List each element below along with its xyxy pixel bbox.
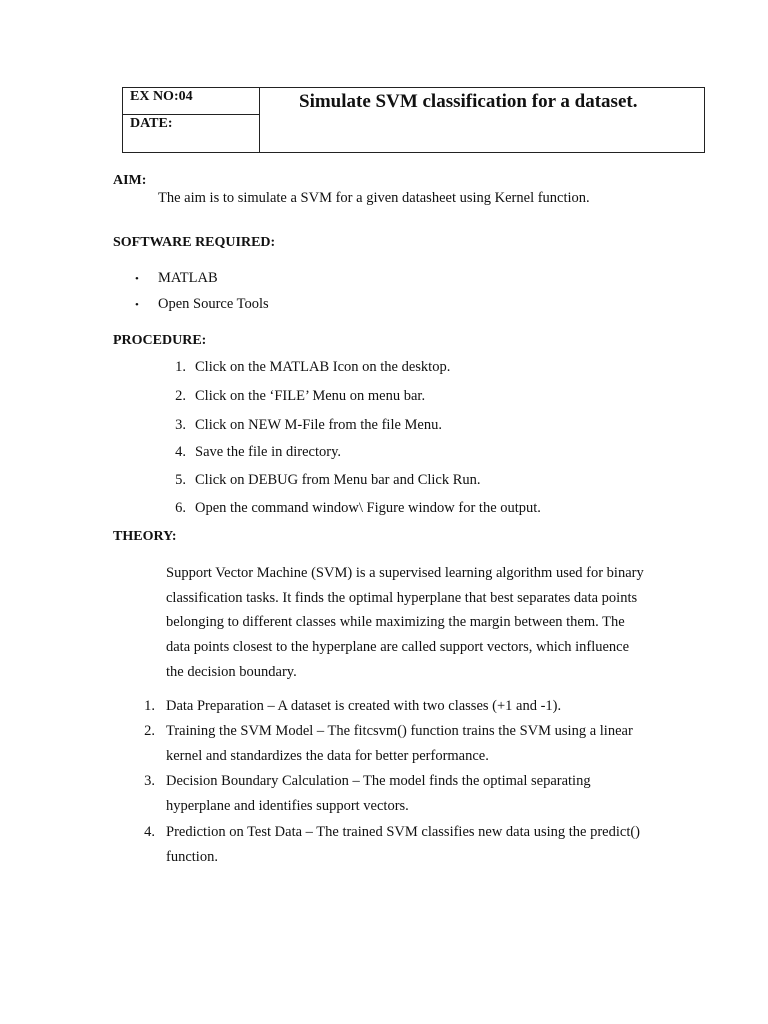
procedure-heading: PROCEDURE: xyxy=(113,333,207,348)
theory-step-line: kernel and standardizes the data for better performance. xyxy=(166,748,489,764)
theory-step-number: 2. xyxy=(144,723,155,739)
header-table xyxy=(122,87,705,153)
procedure-step-text: Click on the ‘FILE’ Menu on menu bar. xyxy=(195,388,426,404)
procedure-step-number: 6. xyxy=(175,500,186,516)
theory-step-line: hyperplane and identifies support vectors. xyxy=(166,798,409,814)
procedure-step-text: Click on NEW M-File from the file Menu. xyxy=(195,417,442,433)
procedure-step-number: 5. xyxy=(175,472,186,488)
theory-paragraph-line: the decision boundary. xyxy=(166,664,297,680)
theory-step-line: function. xyxy=(166,849,218,865)
date-label: DATE: xyxy=(130,116,173,131)
procedure-step-text: Open the command window\ Figure window for the output. xyxy=(195,500,541,516)
theory-step-line: Prediction on Test Data – The trained SVM classifies new data using the predict() xyxy=(166,824,641,840)
ex-no-label: EX NO:04 xyxy=(130,89,193,104)
theory-step-line: Decision Boundary Calculation – The model finds the optimal separating xyxy=(166,773,591,789)
software-item: MATLAB xyxy=(158,270,218,286)
aim-heading: AIM: xyxy=(113,173,147,188)
procedure-step-number: 3. xyxy=(175,417,186,433)
theory-step-line: Training the SVM Model – The fitcsvm() function trains the SVM using a linear xyxy=(166,723,633,739)
procedure-step-number: 2. xyxy=(175,388,186,404)
bullet-icon: • xyxy=(135,273,139,285)
theory-step-number: 1. xyxy=(144,698,155,714)
header-horizontal-divider xyxy=(123,114,259,115)
theory-paragraph-line: belonging to different classes while maximizing the margin between them. The xyxy=(166,614,625,630)
procedure-step-text: Click on DEBUG from Menu bar and Click Run. xyxy=(195,472,481,488)
document-title: Simulate SVM classification for a dataset. xyxy=(299,91,638,112)
bullet-icon: • xyxy=(135,299,139,311)
theory-step-number: 4. xyxy=(144,824,155,840)
theory-paragraph-line: classification tasks. It finds the optimal hyperplane that best separates data points xyxy=(166,590,638,606)
theory-step-number: 3. xyxy=(144,773,155,789)
theory-heading: THEORY: xyxy=(113,529,177,544)
header-vertical-divider xyxy=(259,88,260,152)
procedure-step-text: Click on the MATLAB Icon on the desktop. xyxy=(195,359,451,375)
software-heading: SOFTWARE REQUIRED: xyxy=(113,235,276,250)
software-item: Open Source Tools xyxy=(158,296,269,312)
procedure-step-text: Save the file in directory. xyxy=(195,444,342,460)
procedure-step-number: 1. xyxy=(175,359,186,375)
aim-text: The aim is to simulate a SVM for a given datasheet using Kernel function. xyxy=(158,190,590,206)
procedure-step-number: 4. xyxy=(175,444,186,460)
theory-step-line: Data Preparation – A dataset is created with two classes (+1 and -1). xyxy=(166,698,562,714)
theory-paragraph-line: Support Vector Machine (SVM) is a supervised learning algorithm used for binary xyxy=(166,565,644,581)
theory-paragraph-line: data points closest to the hyperplane are called support vectors, which influence xyxy=(166,639,630,655)
